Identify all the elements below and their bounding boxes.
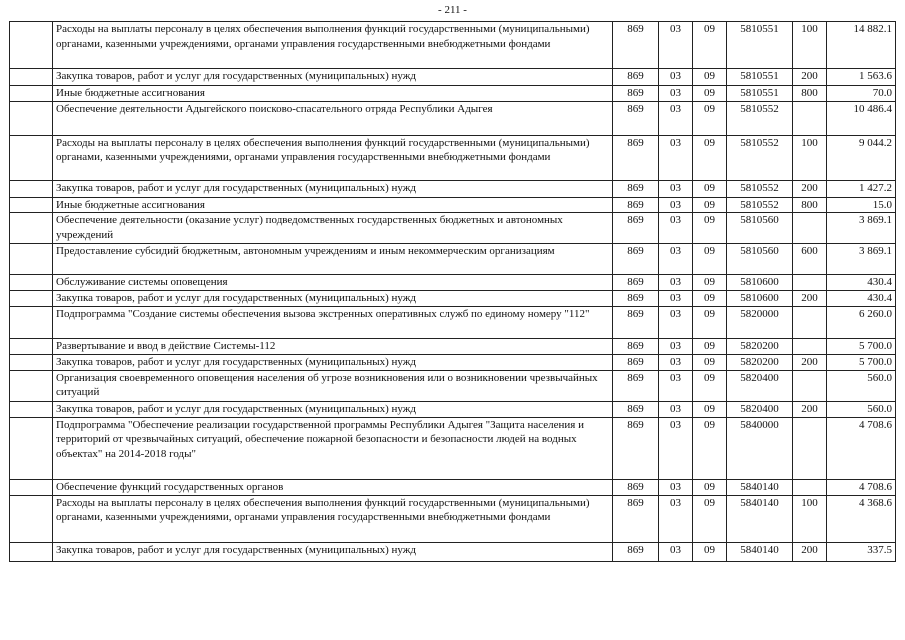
row-amount: 15.0 — [827, 197, 896, 213]
row-section-code: 03 — [659, 479, 693, 495]
table-row — [10, 180, 896, 197]
row-section-code: 03 — [659, 417, 693, 479]
row-description: Обеспечение функций государственных органов — [53, 479, 613, 495]
row-ministry-code: 869 — [613, 213, 659, 244]
table-row — [10, 479, 896, 495]
row-target-code: 5840140 — [727, 495, 793, 542]
row-expense-type-code: 200 — [793, 69, 827, 86]
row-blank-cell — [10, 213, 53, 244]
row-section-code: 03 — [659, 135, 693, 180]
budget-table-body — [10, 22, 896, 562]
table-row — [10, 401, 896, 417]
table-row — [10, 22, 896, 69]
row-expense-type-code: 600 — [793, 244, 827, 275]
row-section-code: 03 — [659, 542, 693, 561]
budget-table — [9, 21, 896, 562]
row-target-code: 5810560 — [727, 244, 793, 275]
row-subsection-code: 09 — [693, 244, 727, 275]
row-target-code: 5810552 — [727, 197, 793, 213]
row-expense-type-code: 200 — [793, 291, 827, 307]
row-ministry-code: 869 — [613, 180, 659, 197]
row-blank-cell — [10, 275, 53, 291]
row-description: Закупка товаров, работ и услуг для государственных (муниципальных) нужд — [53, 354, 613, 370]
row-description: Обслуживание системы оповещения — [53, 275, 613, 291]
row-description: Иные бюджетные ассигнования — [53, 86, 613, 102]
row-ministry-code: 869 — [613, 401, 659, 417]
row-expense-type-code — [793, 213, 827, 244]
row-expense-type-code — [793, 275, 827, 291]
row-expense-type-code: 200 — [793, 354, 827, 370]
row-description: Обеспечение деятельности (оказание услуг) подведомственных государственных бюджетных и автономных учреждений — [53, 213, 613, 244]
table-row — [10, 291, 896, 307]
row-subsection-code: 09 — [693, 275, 727, 291]
row-ministry-code: 869 — [613, 370, 659, 401]
table-row — [10, 135, 896, 180]
row-target-code: 5810600 — [727, 291, 793, 307]
row-description: Подпрограмма "Создание системы обеспечения вызова экстренных оперативных служб по единому номеру "112" — [53, 306, 613, 338]
table-row — [10, 275, 896, 291]
row-amount: 14 882.1 — [827, 22, 896, 69]
row-section-code: 03 — [659, 86, 693, 102]
row-amount: 4 368.6 — [827, 495, 896, 542]
row-amount: 5 700.0 — [827, 354, 896, 370]
row-ministry-code: 869 — [613, 86, 659, 102]
row-subsection-code: 09 — [693, 417, 727, 479]
row-blank-cell — [10, 180, 53, 197]
row-section-code: 03 — [659, 197, 693, 213]
row-ministry-code: 869 — [613, 338, 659, 354]
row-description: Закупка товаров, работ и услуг для государственных (муниципальных) нужд — [53, 69, 613, 86]
row-description: Закупка товаров, работ и услуг для государственных (муниципальных) нужд — [53, 180, 613, 197]
row-target-code: 5810551 — [727, 86, 793, 102]
row-target-code: 5810552 — [727, 135, 793, 180]
row-section-code: 03 — [659, 370, 693, 401]
row-ministry-code: 869 — [613, 354, 659, 370]
row-blank-cell — [10, 244, 53, 275]
row-ministry-code: 869 — [613, 22, 659, 69]
row-description: Расходы на выплаты персоналу в целях обеспечения выполнения функций государственными (муниципальными) органами, казенными учреждениями, органами управления государственными внебюджетными фондами — [53, 495, 613, 542]
row-description: Расходы на выплаты персоналу в целях обеспечения выполнения функций государственными (муниципальными) органами, казенными учреждениями, органами управления государственными внебюджетными фондами — [53, 22, 613, 69]
row-expense-type-code — [793, 306, 827, 338]
row-section-code: 03 — [659, 401, 693, 417]
table-row — [10, 495, 896, 542]
row-subsection-code: 09 — [693, 213, 727, 244]
row-blank-cell — [10, 354, 53, 370]
row-ministry-code: 869 — [613, 101, 659, 135]
row-description: Подпрограмма "Обеспечение реализации государственной программы Республики Адыгея "Защита населения и территорий от чрезвычайных ситуаций, обеспечение пожарной безопасности и безопасности людей на водных объектах" на 2014-2018 годы" — [53, 417, 613, 479]
row-subsection-code: 09 — [693, 401, 727, 417]
row-expense-type-code — [793, 370, 827, 401]
row-section-code: 03 — [659, 354, 693, 370]
row-amount: 3 869.1 — [827, 244, 896, 275]
row-subsection-code: 09 — [693, 370, 727, 401]
row-blank-cell — [10, 135, 53, 180]
row-description: Закупка товаров, работ и услуг для государственных (муниципальных) нужд — [53, 291, 613, 307]
row-subsection-code: 09 — [693, 86, 727, 102]
row-subsection-code: 09 — [693, 291, 727, 307]
row-subsection-code: 09 — [693, 22, 727, 69]
row-amount: 10 486.4 — [827, 101, 896, 135]
row-expense-type-code: 800 — [793, 197, 827, 213]
row-amount: 560.0 — [827, 370, 896, 401]
row-target-code: 5820400 — [727, 370, 793, 401]
row-blank-cell — [10, 338, 53, 354]
row-target-code: 5820200 — [727, 354, 793, 370]
table-row — [10, 417, 896, 479]
row-amount: 4 708.6 — [827, 479, 896, 495]
table-row — [10, 244, 896, 275]
row-expense-type-code: 200 — [793, 180, 827, 197]
row-blank-cell — [10, 69, 53, 86]
row-ministry-code: 869 — [613, 417, 659, 479]
row-amount: 1 563.6 — [827, 69, 896, 86]
row-section-code: 03 — [659, 180, 693, 197]
row-subsection-code: 09 — [693, 197, 727, 213]
row-subsection-code: 09 — [693, 69, 727, 86]
table-row — [10, 354, 896, 370]
row-blank-cell — [10, 197, 53, 213]
row-section-code: 03 — [659, 69, 693, 86]
row-ministry-code: 869 — [613, 197, 659, 213]
row-section-code: 03 — [659, 101, 693, 135]
row-description: Развертывание и ввод в действие Системы-112 — [53, 338, 613, 354]
row-expense-type-code: 100 — [793, 495, 827, 542]
row-expense-type-code: 200 — [793, 401, 827, 417]
row-blank-cell — [10, 291, 53, 307]
row-description: Предоставление субсидий бюджетным, автономным учреждениям и иным некоммерческим организациям — [53, 244, 613, 275]
row-subsection-code: 09 — [693, 542, 727, 561]
row-section-code: 03 — [659, 495, 693, 542]
row-amount: 6 260.0 — [827, 306, 896, 338]
row-subsection-code: 09 — [693, 495, 727, 542]
row-blank-cell — [10, 417, 53, 479]
row-target-code: 5820200 — [727, 338, 793, 354]
row-blank-cell — [10, 401, 53, 417]
row-ministry-code: 869 — [613, 244, 659, 275]
row-ministry-code: 869 — [613, 291, 659, 307]
table-row — [10, 101, 896, 135]
row-subsection-code: 09 — [693, 338, 727, 354]
row-amount: 337.5 — [827, 542, 896, 561]
row-section-code: 03 — [659, 306, 693, 338]
row-target-code: 5810552 — [727, 180, 793, 197]
row-ministry-code: 869 — [613, 479, 659, 495]
row-subsection-code: 09 — [693, 135, 727, 180]
row-section-code: 03 — [659, 213, 693, 244]
row-ministry-code: 869 — [613, 275, 659, 291]
row-target-code: 5840140 — [727, 542, 793, 561]
row-expense-type-code — [793, 101, 827, 135]
row-expense-type-code: 200 — [793, 542, 827, 561]
row-subsection-code: 09 — [693, 354, 727, 370]
row-section-code: 03 — [659, 275, 693, 291]
row-blank-cell — [10, 542, 53, 561]
row-amount: 1 427.2 — [827, 180, 896, 197]
row-subsection-code: 09 — [693, 101, 727, 135]
table-row — [10, 197, 896, 213]
row-blank-cell — [10, 86, 53, 102]
row-blank-cell — [10, 306, 53, 338]
row-blank-cell — [10, 22, 53, 69]
row-amount: 9 044.2 — [827, 135, 896, 180]
row-amount: 430.4 — [827, 275, 896, 291]
row-target-code: 5840140 — [727, 479, 793, 495]
row-target-code: 5810551 — [727, 69, 793, 86]
row-amount: 4 708.6 — [827, 417, 896, 479]
table-row — [10, 69, 896, 86]
row-amount: 560.0 — [827, 401, 896, 417]
row-ministry-code: 869 — [613, 542, 659, 561]
row-ministry-code: 869 — [613, 495, 659, 542]
table-row — [10, 542, 896, 561]
table-row — [10, 338, 896, 354]
row-section-code: 03 — [659, 291, 693, 307]
row-subsection-code: 09 — [693, 306, 727, 338]
table-row — [10, 306, 896, 338]
page-number: - 211 - — [438, 4, 467, 16]
table-row — [10, 370, 896, 401]
row-target-code: 5810560 — [727, 213, 793, 244]
row-expense-type-code — [793, 338, 827, 354]
row-ministry-code: 869 — [613, 69, 659, 86]
row-target-code: 5820000 — [727, 306, 793, 338]
row-expense-type-code — [793, 417, 827, 479]
row-description: Закупка товаров, работ и услуг для государственных (муниципальных) нужд — [53, 401, 613, 417]
row-target-code: 5810551 — [727, 22, 793, 69]
row-description: Обеспечение деятельности Адыгейского поисково-спасательного отряда Республики Адыгея — [53, 101, 613, 135]
row-ministry-code: 869 — [613, 306, 659, 338]
row-blank-cell — [10, 479, 53, 495]
table-row — [10, 86, 896, 102]
table-row — [10, 213, 896, 244]
row-target-code: 5810552 — [727, 101, 793, 135]
row-subsection-code: 09 — [693, 479, 727, 495]
row-description: Организация своевременного оповещения населения об угрозе возникновения или о возникновении чрезвычайных ситуаций — [53, 370, 613, 401]
row-amount: 3 869.1 — [827, 213, 896, 244]
row-blank-cell — [10, 370, 53, 401]
row-target-code: 5810600 — [727, 275, 793, 291]
row-subsection-code: 09 — [693, 180, 727, 197]
row-blank-cell — [10, 495, 53, 542]
row-description: Расходы на выплаты персоналу в целях обеспечения выполнения функций государственными (муниципальными) органами, казенными учреждениями, органами управления государственными внебюджетными фондами — [53, 135, 613, 180]
row-amount: 70.0 — [827, 86, 896, 102]
row-expense-type-code: 800 — [793, 86, 827, 102]
row-section-code: 03 — [659, 22, 693, 69]
row-blank-cell — [10, 101, 53, 135]
row-target-code: 5820400 — [727, 401, 793, 417]
row-amount: 430.4 — [827, 291, 896, 307]
row-amount: 5 700.0 — [827, 338, 896, 354]
row-section-code: 03 — [659, 338, 693, 354]
row-description: Закупка товаров, работ и услуг для государственных (муниципальных) нужд — [53, 542, 613, 561]
row-target-code: 5840000 — [727, 417, 793, 479]
row-expense-type-code: 100 — [793, 22, 827, 69]
row-description: Иные бюджетные ассигнования — [53, 197, 613, 213]
row-expense-type-code: 100 — [793, 135, 827, 180]
row-section-code: 03 — [659, 244, 693, 275]
row-expense-type-code — [793, 479, 827, 495]
row-ministry-code: 869 — [613, 135, 659, 180]
